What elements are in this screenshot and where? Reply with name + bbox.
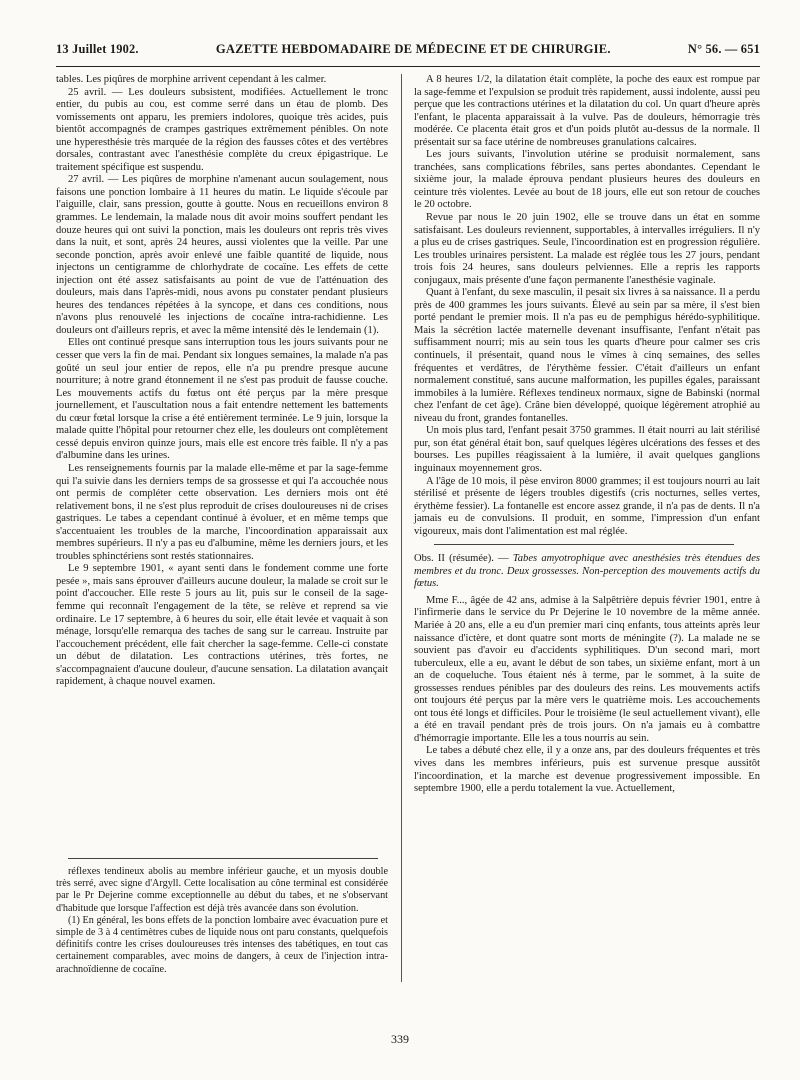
- footnotes-block: [56, 852, 388, 976]
- paragraph: Elles ont continué presque sans interruption tous les jours suivants pour ne cesser que vers la fin de mai. Pendant six longues semaines, la malade n'a pas goûté un seul jour entier de repos, elle n'a pu prendre presque aucune nourriture; à notre grand étonnement il ne s'est pas produit de fausse couche. Les mouvements actifs du fœtus ont été perçus par la mère presque journellement, et l'auscultation nous a fait entendre nettement les battements du cœur fœtal lorsque la crise a été entièrement terminée. Le 9 juin, lorsque la malade quitte l'hôpital pour retourner chez elle, les douleurs ont complètement cessé depuis environ quinze jours, mais elle est encore très faible. Il n'y a pas d'albumine dans les urines.: [56, 337, 388, 462]
- observation-label: Obs. II (résumée). —: [414, 553, 509, 565]
- footnote-rule: [68, 858, 378, 859]
- page-number: 339: [391, 1032, 409, 1046]
- header-date: 13 Juillet 1902.: [56, 42, 139, 56]
- paragraph: Revue par nous le 20 juin 1902, elle se trouve dans un état en somme satisfaisant. Les douleurs reviennent, supportables, à intervalles irréguliers. Il n'y a plus eu de crises gastriques. Seule, l'incoordination est en progression régulière. Les troubles urinaires persistent. La malade est réglée tous les 27 jours, pendant trois fois 24 heures, sans douleurs pelviennes. Elle a repris les rapports conjugaux, mais présente d'une façon permanente l'anesthésie vaginale.: [414, 212, 760, 286]
- paragraph: A l'âge de 10 mois, il pèse environ 8000 grammes; il est toujours nourri au lait stérilisé et présente de légers troubles digestifs (cris nocturnes, selles vertes, érythème fessier). La fontanelle est encore assez grande, il n'a pas de dents. Il n'a jamais eu de convulsions. Il produit, en somme, l'impression d'un enfant vigoureux, mais dont l'alimentation est mal réglée.: [414, 475, 760, 537]
- journal-title: GAZETTE HEBDOMADAIRE DE MÉDECINE ET DE CHIRURGIE.: [215, 42, 611, 56]
- paragraph: A 8 heures 1/2, la dilatation était complète, la poche des eaux est rompue par la sage-femme et l'expulsion se produit très rapidement, aussi indolente, aussi peu perçue que les contractions utérines et la dilatation du col. Un quart d'heure après l'enfant, le placenta apparaissait à la vulve. Pas de douleurs, hémorragie très modérée. Ce placenta était gros et d'un poids plutôt au-dessus de la normale. Il présentait sur sa face utérine de nombreuses granulations calcaires.: [414, 74, 760, 148]
- paragraph: tables. Les piqûres de morphine arrivent cependant à les calmer.: [56, 74, 327, 85]
- section-rule: [434, 544, 734, 545]
- right-column: [414, 74, 760, 796]
- running-header: [56, 42, 760, 64]
- header-rule: [56, 66, 760, 67]
- footnote-1: (1) En général, les bons effets de la ponction lombaire avec évacuation pure et simple de 3 à 4 centimètres cubes de liquide nous ont paru constants, quelquefois définitifs contre les crises douloureuses très intenses des tabétiques, en tout cas certainement comparables, avec moins de dangers, à ceux de l'injection intra-arachnoïdienne de cocaïne.: [56, 914, 388, 975]
- paragraph: Les renseignements fournis par la malade elle-même et par la sage-femme qui l'a suivie dans les derniers temps de sa grossesse et qui l'a accouchée nous ont permis de compléter cette observation. Les derniers mois ont été relativement bons, il ne s'est plus reproduit de crises douloureuses ni de crises gastriques. Le tabes a cependant continué à évoluer, et en même temps que s'accentuaient les troubles de la marche, l'incoordination apparaissait aux membres supérieurs. Il n'y a pas eu d'albumine, même les derniers jours, et les troubles sphinctériens sont restés stationnaires.: [56, 462, 388, 562]
- paragraph: Le tabes a débuté chez elle, il y a onze ans, par des douleurs fréquentes et très vives dans les membres inférieurs, puis est survenue presque aussitôt l'incoordination, et la marche est devenue progressivement impossible. En septembre 1900, elle a perdu totalement la vue. Actuellement,: [414, 745, 760, 795]
- paragraph: Le 9 septembre 1901, « ayant senti dans le fondement comme une forte pesée », mais sans éprouver d'ailleurs aucune douleur, la malade se croit sur le point d'accoucher. Elle reste 5 jours au lit, puis sur le conseil de la sage-femme qui reconnaît l'engagement de la tête, se relève et reprend sa vie ordinaire. Le 17 septembre, à 6 heures du soir, elle était levée et vaquait à son ménage, lorsqu'elle remarqua des taches de sang sur le carreau. Instruite par l'accouchement précédent, elle fait chercher la sage-femme. Celle-ci constate un début de dilatation. Les contractions utérines, très fortes, ne s'accompagnaient d'aucune douleur, d'aucune sensation. La dilatation avançait rapidement, à chaque nouvel examen.: [56, 563, 388, 688]
- issue-and-page: N° 56. — 651: [687, 42, 760, 56]
- paragraph: Les jours suivants, l'involution utérine se produisit normalement, sans tranchées, sans complications fébriles, sans pertes abondantes. Cependant le sixième jour, la malade éprouva pendant plusieurs heures des douleurs en ceinture très violentes. Levée au bout de 18 jours, elle eut son retour de couches le 20 octobre.: [414, 149, 760, 211]
- paragraph: Un mois plus tard, l'enfant pesait 3750 grammes. Il était nourri au lait stérilisé pur, son état général était bon, sauf quelques légères ulcérations des fesses et des bourses. Les pupilles réagissaient à la lumière, il avait quelques ganglions inguinaux moyennement gros.: [414, 425, 760, 474]
- paragraph: 25 avril. — Les douleurs subsistent, modifiées. Actuellement le tronc entier, du pubis au cou, est comme serré dans un étau de plomb. Des vomissements ont apparu, les premiers indolores, quoique très acides, puis bientôt accompagnés de crampes gastriques extrêmement pénibles. On note une hyperesthésie très marquée de la région des fausses côtes et des vertèbres dorsales, contrastant avec l'anesthésie complète du creux épigastrique. Le traitement spécifique est suspendu.: [56, 86, 388, 173]
- paragraph: 27 avril. — Les piqûres de morphine n'amenant aucun soulagement, nous faisons une ponction lombaire à 11 heures du matin. Le liquide s'écoule par l'aiguille, clair, sans pression, goutte à goutte. Nous en recueillons environ 8 grammes. Le lendemain, la malade nous dit avoir moins souffert pendant les douze heures qui ont suivi la ponction, mais les douleurs ont repris très vives dans la nuit, et sont, après 24 heures, aussi violentes que la veille. Par une seconde ponction, après avoir enlevé une faible quantité de liquide, nous injectons un centigramme de chlorhydrate de cocaïne. Les effets de cette injection ont été assez satisfaisants au point de vue de l'atténuation des douleurs, mais dans l'après-midi, nous avons pu constater pendant plusieurs heures des tendances répétées à la syncope, et dans ces conditions, nous n'avons plus renouvelé les injections de cocaïne intra-rachidienne. Les douleurs ont d'ailleurs repris, et avec la même intensité dès le lendemain (1).: [56, 174, 388, 336]
- left-column: [56, 74, 388, 689]
- observation-title: Tabes amyotrophique avec anesthésies très étendues des membres et du tronc. Deux grossesses. Non-perception des mouvements actifs du fœtus.: [414, 553, 760, 590]
- column-divider: [401, 74, 402, 982]
- observation-heading: [414, 553, 760, 591]
- footnote-continuation: réflexes tendineux abolis au membre inférieur gauche, et un myosis double très serré, avec signe d'Argyll. Cette localisation au cône terminal est considérée par le Pr Dejerine comme exceptionnelle au début du tabes, et ne s'observant d'habitude que lorsque l'affection est déjà très avancée dans son évolution.: [56, 866, 388, 914]
- paragraph: Mme F..., âgée de 42 ans, admise à la Salpêtrière depuis février 1901, entre à l'infirmerie dans le service du Pr Dejerine le 10 novembre de la même année. Mariée à 20 ans, elle a eu d'un premier mari cinq enfants, tous atteints après leur naissance d'ictère, et dont quatre sont morts de méningite (?). La malade ne se souvient pas d'avoir eu d'accidents syphilitiques. D'un second mari, mort tuberculeux, elle a eu, avant le début de son tabes, un sixième enfant, mort à un an de coqueluche. Tous étaient nés à terme, par le sommet, à la suite de grossesses rendues pénibles par des douleurs des reins. Les mouvements actifs ont toujours été perçus par la mère vers le quatrième mois. Les accouchements ont tous été longs et difficiles. Pour le troisième (le seul actuellement vivant), elle a été en travail pendant près de trois jours. On n'a jamais eu à combattre d'hémorragie importante. Elle les a tous nourris au sein.: [414, 594, 760, 744]
- paragraph: Quant à l'enfant, du sexe masculin, il pesait six livres à sa naissance. Il a perdu près de 400 grammes les jours suivants. Élevé au sein par sa mère, il s'est bien porté pendant le premier mois. Il n'a pas eu de pemphigus hérédo-syphilitique. Mais la sécrétion lactée maternelle devenant insuffisante, l'enfant n'était pas suffisamment nourri; mis au sein tous les quarts d'heure pour calmer ses cris continuels, il présentait, quand nous le vîmes à cinq semaines, des selles fréquentes et verdâtres, de l'érythème fessier. C'était d'ailleurs un enfant normalement constitué, sans aucune malformation, les pupilles égales, paraissant immobiles à la lumière. Réflexes tendineux normaux, signe de Babinski (normal chez l'enfant de cet âge). Crâne bien développé, quoique légèrement atrophié au niveau du front, grandes fontanelles.: [414, 287, 760, 424]
